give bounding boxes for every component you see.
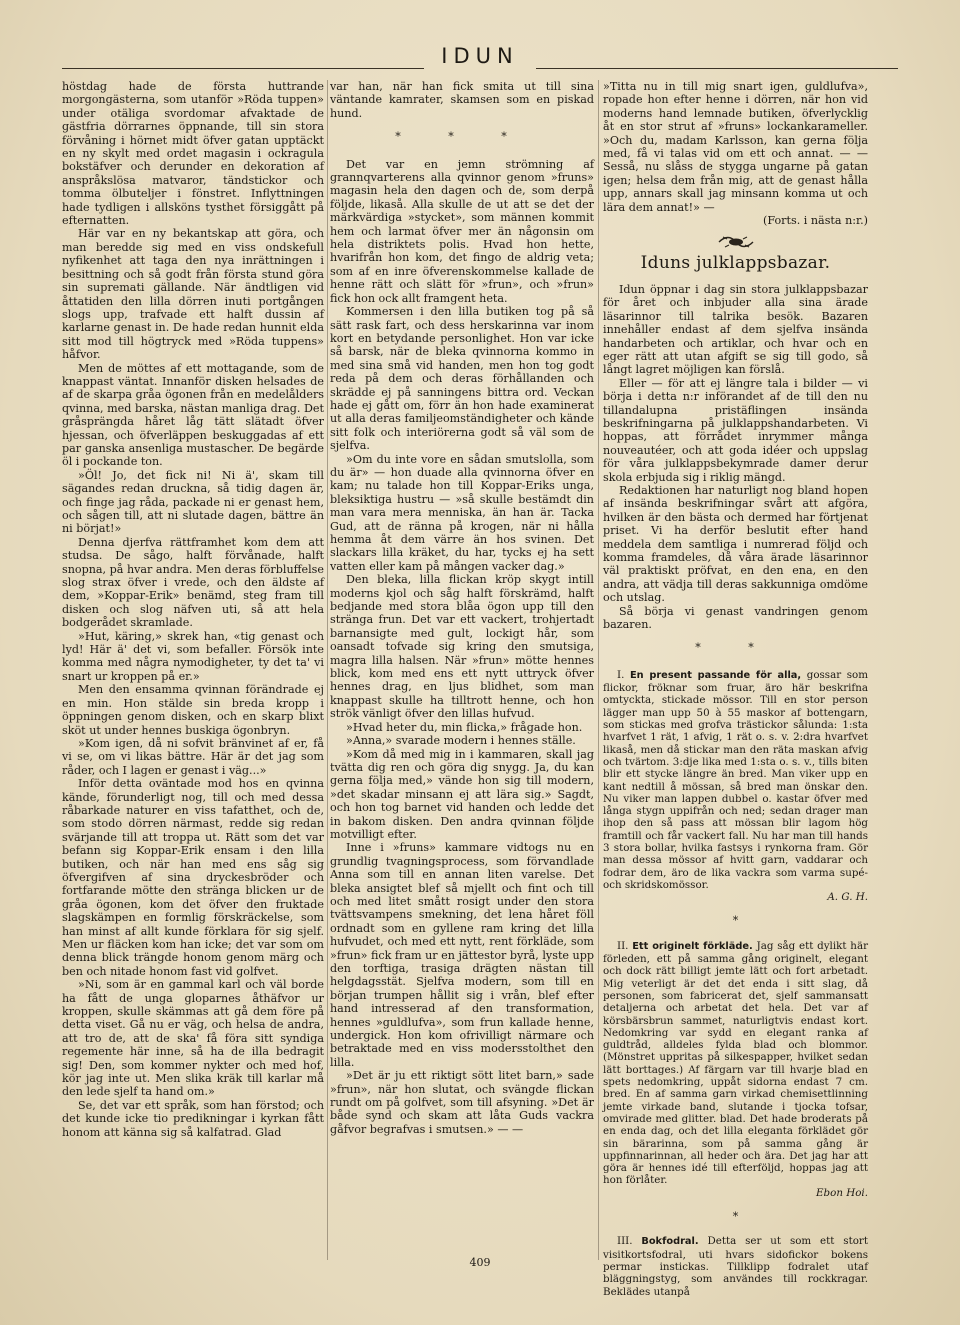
paragraph: Denna djerfva rättframhet kom dem att studsa. De sågo, halft förvånade, halft snopna, på hvar andra. Men deras förbluffelse slog strax öfver i vrede, och den äldste af dem, »Koppar-Erik» benämd, steg fram till disken och slog näfven uti, så att hela bodgerådet skramlade.	[62, 535, 324, 630]
paragraph: Inne i »fruns» kammare vidtogs nu en grundlig tvagningsprocess, som förvandlade Anna som till en annan liten varelse. Det bleka ansigtet blef så mjellt och fint och till och med litet smått rosigt under den stora tvättsvampens smekning, det lena håret föll ordnadt som en gyllene ram kring det lilla hufvudet, och med ett nytt, rent förkläde, som »frun» fick fram ur en jättestor byrå, lyste upp den torftiga, trasiga drägten nästan till helgdagsstät. Sjelfva modern, som till en början trumpen hållit sig i vrån, blef efter hand intresserad af den transformation, hennes »guldlufva», som frun kallade henne, undergick. Hon kom ofrivilligt närmare och betraktade med en viss modersstolthet den lilla.	[330, 841, 594, 1069]
section-stars: * *	[695, 641, 776, 655]
paragraph: »Titta nu in till mig snart igen, guldlufva», ropade hon efter henne i dörren, när hon vid moderns hand lemnade butiken, öfverlycklig åt en stor strut af »fruns» lockankarameller. »Och du, madam Karlsson, kan gerna följa med, få vi talas vid om ett och annat. — — Sesså, nu slåss de stygga ungarne på gatan igen; helsa dem från mig, att de genast hålla upp, annars skall jag minsann komma ut och lära dem annat!» —	[603, 80, 868, 214]
masthead	[0, 38, 960, 78]
item-number: I.	[617, 668, 625, 681]
column-divider	[327, 80, 328, 1260]
separator-star: *	[732, 1210, 739, 1224]
column-1	[62, 80, 324, 1260]
paragraph: Se, det var ett språk, som han förstod; och det kunde icke tio predikningar i kyrkan fått honom att känna sig så kalfatrad. Glad	[62, 1098, 324, 1139]
item-title: Bokfodral.	[641, 1236, 699, 1248]
column-divider	[598, 80, 599, 1260]
bazaar-items	[603, 669, 868, 1298]
section-stars: * * *	[395, 130, 529, 144]
paragraph: Eller — för att ej längre tala i bilder — vi börja i detta n:r införandet af de till den nu tillandalupna pristäflingen insända beskrifningarna på julklappshandarbeten. Vi hoppas, att förrådet inrymmer många nouveautéer, och att goda idéer och uppslag för våra julklappsbekymrade damer derur skola erbjuda sig i riklig mängd.	[603, 376, 868, 484]
paragraph: »Hut, käring,» skrek han, «tig genast och lyd! Här ä' det vi, som befaller. Försök inte komma med några nymodigheter, ty det ta' vi snart ur kroppen på er.»	[62, 629, 324, 683]
masthead-title: IDUN	[441, 44, 519, 68]
bazaar-item	[603, 940, 868, 1187]
section-heading: Iduns julklappsbazar.	[640, 253, 831, 274]
paragraph: Så börja vi genast vandringen genom bazaren.	[603, 604, 868, 632]
paragraph: »Anna,» svarade modern i hennes ställe.	[346, 734, 576, 748]
masthead-rule-left	[62, 68, 424, 69]
page-number: 409	[469, 1256, 491, 1269]
paragraph: Inför detta oväntade mod hos en qvinna kände, förunderligt nog, till och med dessa råbarkade naturer en viss tafatthet, och de, som stodo dörren närmast, redde sig redan svärjande till att troppa ut. Rätt som det var befann sig Koppar-Erik ensam i den lilla butiken, och när han med ens såg sig öfvergifven af sina dryckesbröder och fortfarande mötte den stränga blicken ur de gråa ögonen, kom det öfver den fruktade slagskämpen en formlig förskräckelse, som han minst af allt kunde förklara för sig sjelf. Men ur fläcken kom han icke; det var som om denna blick trängde honom genom märg och ben och nitade honom fast vid golfvet.	[62, 777, 324, 978]
item-number: II.	[617, 939, 629, 952]
item-signature: Ebon Hoi.	[816, 1186, 868, 1199]
paragraph: »Öl! Jo, det fick ni! Ni ä', skam till sägandes redan druckna, så tidig dagen är, och finge jag råda, packade ni er genast hem, och sågen till, att ni slutade dagen, bättre än ni börjat!»	[62, 468, 324, 536]
paragraph: »Hvad heter du, min flicka,» frågade hon.	[346, 720, 583, 734]
item-text: Jag såg ett dylikt här förleden, ett på samma gång originelt, elegant och dock rätt billigt jemte lätt och fort arbetadt. Mig veterligt är det det enda i sitt slag, då personen, som fabricerat det, sjelf sammansatt detaljerna och arbetat det hela. Det var af körsbärsbrun sammet, naturligtvis endast kort. Nedomkring var sydd en elegant ranka af guldtråd, alldeles fylda blad och blommor. (Mönstret uppritas på silkespapper, hvilket sedan lätt borttages.) Af färgarn var till hvarje blad en spets nedomkring, uppåt sidorna endast 7 cm. bred. En af samma garn virkad chemisettlinning jemte virkade band, slutande i tjocka tofsar, omvirade med glitter. blad. Det hade broderats på en enda dag, och det lilla eleganta förklädet gör sin bärarinna, som på samma gång är uppfinnarinnan, all heder och ära. Det jag har att göra är hennes idé till efterföljd, hoppas jag att hon förlåter.	[603, 939, 869, 1187]
paragraph: »Kom då med mig in i kammaren, skall jag tvätta dig ren och göra dig snygg. Ja, du kan gerna följa med,» vände hon sig till modern, »det skadar minsann ej att lära sig.» Sagdt, och hon tog barnet vid handen och ledde det in bakom disken. Den andra qvinnan följde motvilligt efter.	[330, 747, 594, 841]
column-2	[330, 80, 594, 1260]
paragraph: Redaktionen har naturligt nog bland hopen af insända beskrifningar svårt att afgöra, hvilken är den bästa och dermed har förtjenat priset. Vi ha derför beslutit efter hand meddela dem samtliga i numrerad följd och komma framdeles, då våra ärade läsarinnor väl praktiskt pröfvat, en den ena, en den andra, att vädja till deras sakkunniga omdöme och utslag.	[603, 483, 868, 605]
column-3	[603, 80, 869, 1298]
continuation-note: (Forts. i nästa n:r.)	[763, 214, 868, 228]
paragraph: Kommersen i den lilla butiken tog på så sätt rask fart, och dess herskarinna var inom kort en betydande personlighet. Hon var icke så barsk, när de bleka qvinnorna kommo in med sina små vid handen, men hon tog godt reda på dem och deras förhållanden och skrädde ej på sanningens bittra ord. Veckan hade ej gått om, förr än hon hade examinerat ut alla deras familjeomständigheter och kände sitt folk och interiörerna godt så väl som de sjelfva.	[330, 305, 594, 453]
item-text: Detta ser ut som ett stort visitkortsfodral, uti hvars sidofickor bokens permar instickas. Tillklipp fodralet utaf bläggningstyg, som användes till rockkragar. Beklädes utanpå	[603, 1235, 868, 1298]
paragraph: Men de möttes af ett mottagande, som de knappast väntat. Innanför disken helsades de af de skarpa gråa ögonen från en medelålders qvinna, med barska, nästan manliga drag. Det gråsprängda håret låg tätt slätadt öfver hjessan, och öfverläppen beskuggadas af ett par ganska ansenliga mustascher. De begärde öl i pockande ton.	[62, 361, 324, 469]
masthead-rule-right	[536, 68, 898, 69]
separator-star: *	[732, 914, 739, 928]
paragraph: Det var en jemn strömning af grannqvarterens alla qvinnor genom »fruns» magasin hela den dagen och de, som derpå följde, likaså. Alla skulle de ut att se det der märkvärdiga »stycket», som männen kommit hem och larmat öfver mer än någonsin om hela distriktets polis. Hvad hon hette, hvarifrån hon kom, det fingo de aldrig veta; som af en inre öfverenskommelse kallade de henne rätt och slätt för »frun», och »frun» fick hon ock allt framgent heta.	[330, 157, 594, 305]
ornament-icon	[717, 235, 755, 249]
item-signature: A. G. H.	[827, 891, 868, 904]
paragraph: var han, när han fick smita ut till sina väntande kamrater, skamsen som en piskad hund.	[330, 80, 594, 120]
paragraph: »Om du inte vore en sådan smutslolla, som du är» — hon duade alla qvinnorna öfver en kam; nu talade hon till Koppar-Eriks unga, bleksiktiga hustru — »så skulle bestämdt din man vara mera menniska, än han är. Tacka Gud, att de ränna på krogen, när ni hålla hemma åt dem värre än hos svinen. Det slackars lilla kräket, du har, tycks ej ha sett vatten eller kam på mången vacker dag.»	[330, 452, 594, 573]
paragraph: Men den ensamma qvinnan förändrade ej en min. Hon stälde sin breda kropp i öppningen genom disken, och en skarp blixt sköt ut under hennes buskiga ögonbryn.	[62, 683, 324, 737]
item-text: gossar som flickor, fröknar som fruar, äro här beskrifna omtyckta, stickade mössor. Till en stor person lägger man upp 50 à 55 maskor af bottengarn, som stickas med grofva trästickor sålunda: 1:sta hvarfvet 1 rät, 1 afvig, 1 rät o. s. v. 2:dra hvarfvet likaså, men då stickar man den räta maskan afvig och tvärtom. 3:dje lika med 1:sta o. s. v., tills biten blir ett stycke längre än bred. Man viker upp en kant nedtill å mössan, så bred man önskar den. Nu viker man lappen dubbel o. kastar öfver med långa stygn uppifrån och ned; sedan drager man ihop den så pass att mössan blir lagom hög framtill och får vackert fall. Nu har man till hands 3 stora bollar, hvilka fastsys i rynkorna fram. Gör man dessa mössor af hvitt garn, vaddarar och fodrar dem, äro de lika vackra som varma supé- och skridskomössor.	[603, 668, 868, 891]
paragraph: Här var en ny bekantskap att göra, och man beredde sig med en viss ondskefull nyfikenhet att taga den nya inrättningen i besittning och så godt från första stund göra sin suprematі gällande. När ändtligen vid åttatiden den lilla dörren inuti portgången slogs upp, trafvade ett halft dussin af karlarne genast in. De hade redan hunnit elda sitt mod till högtryck med »Röda tuppens» håfvor.	[62, 227, 324, 362]
paragraph: »Kom igen, då ni sofvit bränvinet af er, få vi se, om vi likas bättre. Här är det jag som råder, och I lagen er genast i väg...»	[62, 736, 324, 777]
paragraph: Idun öppnar i dag sin stora julklappsbazar för året och inbjuder alla sina ärade läsarinnor till talrika besök. Bazaren innehåller endast af dem sjelfva insända handarbeten och artiklar, och hvar och en eger rätt att utan afgift se sig till godo, så långt lagret möjligen kan förslå.	[603, 282, 868, 377]
item-title: En present passande för alla,	[629, 669, 802, 681]
item-title: Ett originelt förkläde.	[632, 940, 753, 952]
paragraph: Den bleka, lilla flickan kröp skygt intill moderns kjol och såg halft förskrämd, halft bedjande med stora blåa ögon upp till den stränga frun. Det var ett vackert, trohjertadt barnansigte med gult, lockigt hår, som oansadt tofvade sig kring den smutsiga, magra lilla halsen. När »frun» mötte hennes blick, kom med ens ett nytt uttryck öfver hennes drag, en ljus blidhet, som man knappast skulle ha tilltrott henne, och hon strök vänligt öfver den lillas hufvud.	[330, 573, 594, 721]
bazaar-item	[603, 669, 868, 891]
paragraph: höstdag hade de första huttrande morgongästerna, som utanför »Röda tuppen» under otäliga svordomar afvaktade de gästfria dörrarnes öppnande, till sin stora förvåning i hörnet midt öfver gatan upptäckt en ny skylt med ordet magasin i ockragula bokstäfver och derunder en dekoration af anspråkslösa matvaror, tändstickor och tomma ölbuteljer i fönstret. Inflyttningen hade tydligen i allsköns tysthet försiggått på efternatten.	[62, 80, 324, 228]
item-number: III.	[617, 1235, 633, 1248]
paragraph: »Ni, som är en gammal karl och väl borde ha fått de unga gloparnes åthäfvor ur kroppen, skulle skämmas att gå dem före på detta viset. Gå nu er väg, och helsa de andra, att tro de, att de ska' få föra sitt syndiga regemente här inne, så ha de illa bedragit sig! Den, som kommer nykter och med hof, kör jag inte ut. Men slika kräk till karlar må den lede sjelf ta hand om.»	[62, 978, 324, 1099]
paragraph: »Det är ju ett riktigt sött litet barn,» sade »frun», när hon slutat, och svängde flickan rundt om på golfvet, som till afsyning. »Det är både synd och skam att låta Guds vackra gåfvor begrafvas i smutsen.» — —	[330, 1069, 594, 1136]
